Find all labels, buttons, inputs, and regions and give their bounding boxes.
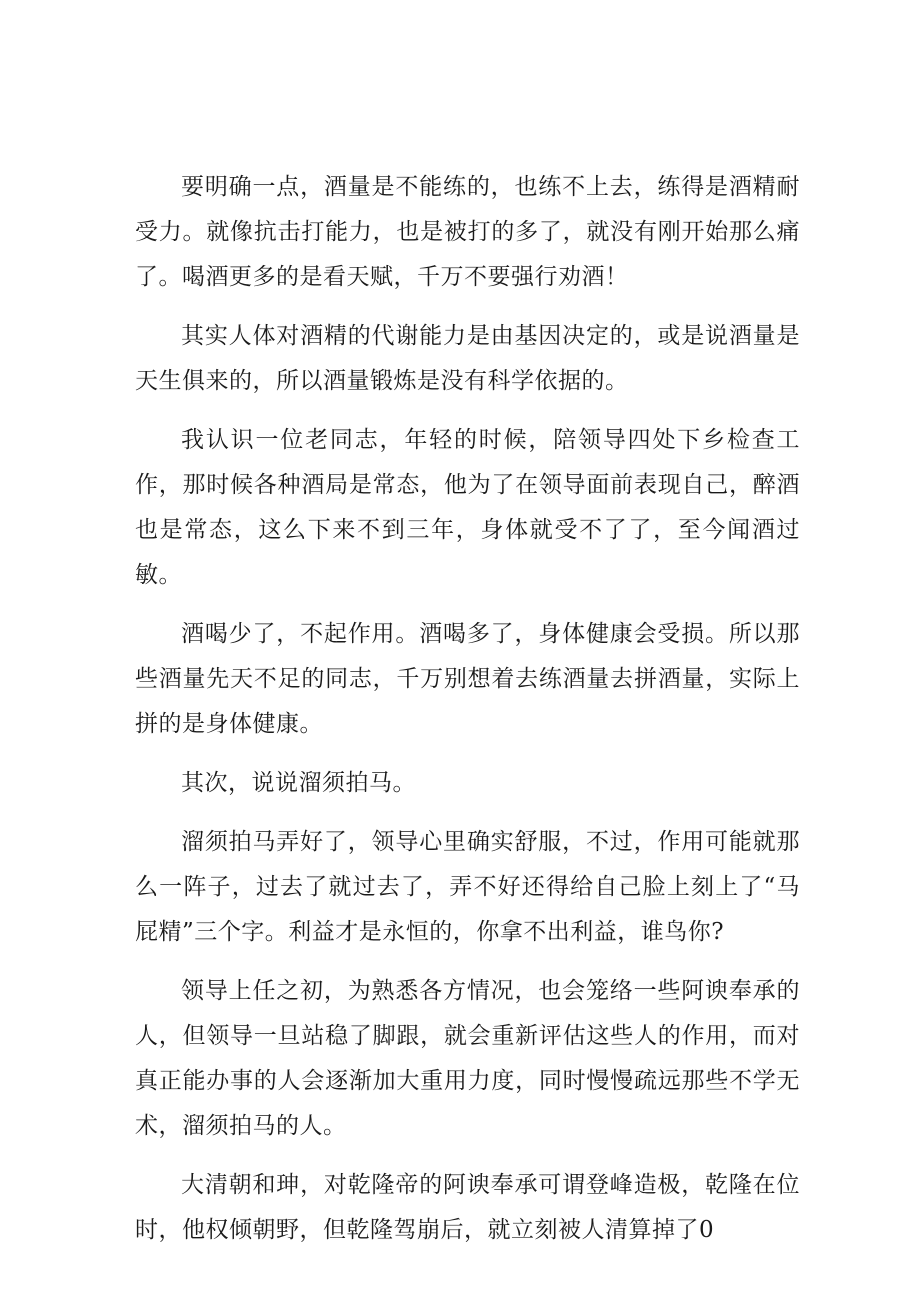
paragraph-4: 酒喝少了，不起作用。酒喝多了，身体健康会受损。所以那些酒量先天不足的同志，千万别想着去练酒量去拼酒量，实际上拼的是身体健康。: [135, 621, 800, 737]
paragraph-1: 要明确一点，酒量是不能练的，也练不上去，练得是酒精耐受力。就像抗击打能力，也是被打的多了，就没有刚开始那么痛了。喝酒更多的是看天赋，千万不要强行劝酒！: [135, 174, 800, 290]
paragraph-3: 我认识一位老同志，年轻的时候，陪领导四处下乡检查工作，那时候各种酒局是常态，他为了在领导面前表现自己，醉酒也是常态，这么下来不到三年，身体就受不了了，至今闻酒过敏。: [135, 427, 800, 588]
paragraph-6: 溜须拍马弄好了，领导心里确实舒服，不过，作用可能就那么一阵子，过去了就过去了，弄不好还得给自己脸上刻上了“马屁精”三个字。利益才是永恒的，你拿不出利益，谁鸟你?: [135, 829, 800, 945]
document-body: [135, 165, 800, 1267]
paragraph-7: 领导上任之初，为熟悉各方情况，也会笼络一些阿谀奉承的人，但领导一旦站稳了脚跟，就会重新评估这些人的作用，而对真正能办事的人会逐渐加大重用力度，同时慢慢疏远那些不学无术，溜须拍马的人。: [135, 978, 800, 1139]
paragraph-2: 其实人体对酒精的代谢能力是由基因决定的，或是说酒量是天生俱来的，所以酒量锻炼是没有科学依据的。: [135, 323, 800, 394]
paragraph-5: 其次，说说溜须拍马。: [181, 770, 416, 796]
paragraph-8: 大清朝和珅，对乾隆帝的阿谀奉承可谓登峰造极，乾隆在位时，他权倾朝野，但乾隆驾崩后，就立刻被人清算掉了0: [135, 1172, 800, 1243]
